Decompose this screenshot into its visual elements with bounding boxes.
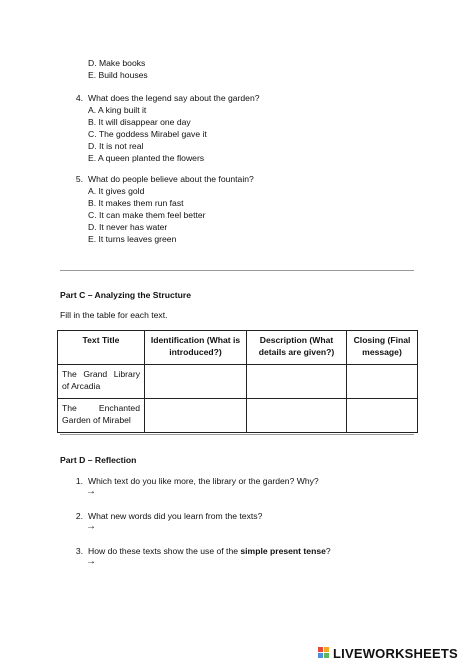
header-closing: Closing (Final message) <box>347 331 418 365</box>
reflection-question-2-text: What new words did you learn from the texts? <box>88 511 263 521</box>
reflection-question-1-text: Which text do you like more, the library or the garden? Why? <box>88 476 319 486</box>
header-text-title: Text Title <box>58 331 145 365</box>
q4-option-e: E. A queen planted the flowers <box>88 153 205 163</box>
logo-square-red <box>318 647 323 652</box>
identification-cell[interactable] <box>145 399 247 433</box>
header-description: Description (What details are given?) <box>247 331 347 365</box>
answer-arrow[interactable]: → <box>86 556 96 567</box>
logo-square-green <box>324 653 329 658</box>
q4-option-d: D. It is not real <box>88 141 144 151</box>
reflection-question-1-number: 1. <box>75 476 83 486</box>
q4-option-a: A. A king built it <box>88 105 147 115</box>
logo-text: LIVEWORKSHEETS <box>333 645 458 661</box>
closing-cell[interactable] <box>347 399 418 433</box>
closing-cell[interactable] <box>347 365 418 399</box>
logo-square-orange <box>324 647 329 652</box>
text-title-cell: The Enchanted Garden of Mirabel <box>58 399 145 433</box>
header-identification: Identification (What is introduced?) <box>145 331 247 365</box>
structure-table <box>57 330 418 433</box>
question-3-emphasis: simple present tense <box>240 546 326 556</box>
q3-option-e: E. Build houses <box>88 70 148 80</box>
part-c-instruction: Fill in the table for each text. <box>60 310 168 320</box>
section-divider <box>60 434 414 435</box>
q5-option-c: C. It can make them feel better <box>88 210 206 220</box>
description-cell[interactable] <box>247 365 347 399</box>
question-5-number: 5. <box>75 174 83 184</box>
logo-square-blue <box>318 653 323 658</box>
answer-arrow[interactable]: → <box>86 521 96 532</box>
q4-option-b: B. It will disappear one day <box>88 117 191 127</box>
table-row <box>58 365 418 399</box>
q4-option-c: C. The goddess Mirabel gave it <box>88 129 207 139</box>
description-cell[interactable] <box>247 399 347 433</box>
part-c-title: Part C – Analyzing the Structure <box>60 290 191 300</box>
answer-arrow[interactable]: → <box>86 486 96 497</box>
question-4-number: 4. <box>75 93 83 103</box>
liveworksheets-logo <box>318 645 458 661</box>
q3-option-d: D. Make books <box>88 58 146 68</box>
reflection-question-3-text <box>88 545 331 557</box>
question-5-text: What do people believe about the fountain? <box>88 174 254 184</box>
part-d-title: Part D – Reflection <box>60 455 137 465</box>
reflection-question-3-number: 3. <box>75 546 83 556</box>
table-row <box>58 399 418 433</box>
q5-option-d: D. It never has water <box>88 222 168 232</box>
logo-mark-icon <box>318 647 330 659</box>
question-4-text: What does the legend say about the garden? <box>88 93 260 103</box>
q5-option-b: B. It makes them run fast <box>88 198 184 208</box>
reflection-question-2-number: 2. <box>75 511 83 521</box>
question-3-text-start: How do these texts show the use of the <box>88 546 241 556</box>
question-3-text-end: ? <box>325 546 331 556</box>
identification-cell[interactable] <box>145 365 247 399</box>
table-header-row <box>58 331 418 365</box>
q5-option-e: E. It turns leaves green <box>88 234 177 244</box>
q5-option-a: A. It gives gold <box>88 186 145 196</box>
section-divider <box>60 270 414 271</box>
text-title-cell: The Grand Library of Arcadia <box>58 365 145 399</box>
